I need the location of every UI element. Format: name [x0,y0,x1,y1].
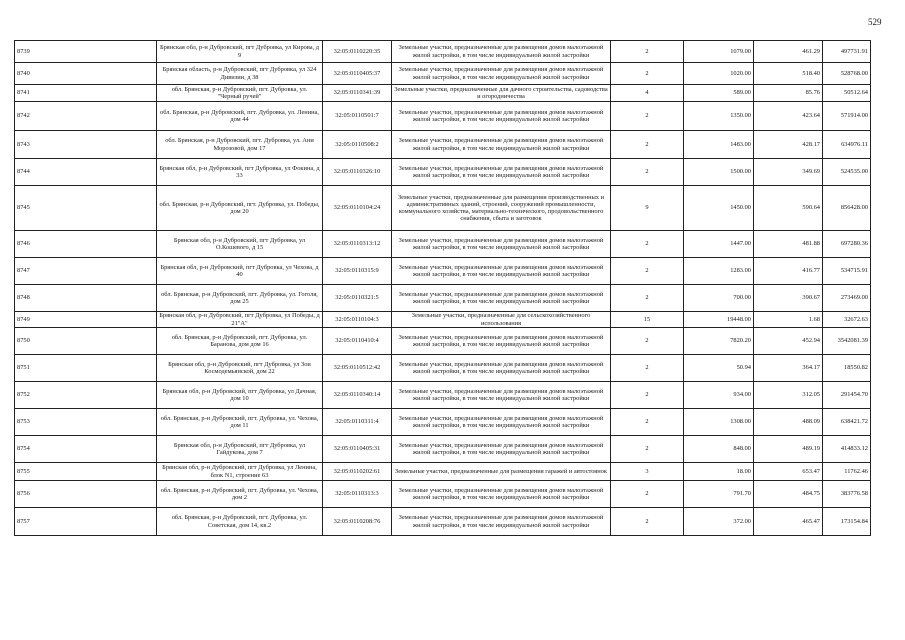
table-row [15,285,871,312]
row-number-cell: 8753 [15,409,157,436]
unit-value-cell: 484.75 [754,481,823,508]
cadastral-value-cell: 11762.46 [823,463,871,481]
table-row [15,481,871,508]
table-row [15,131,871,159]
row-number-cell: 8743 [15,131,157,159]
cadastral-number-cell: 32:05:0110311:4 [323,409,392,436]
unit-value-cell: 1.68 [754,312,823,328]
cadastral-value-cell: 638421.72 [823,409,871,436]
address-cell: Брянская обл, р-н Дубровский, пгт Дубровка, ул Победы, д 21"А" [157,312,323,328]
land-use-cell: Земельные участки, предназначенные для размещения домов малоэтажной жилой застройки, в том числе индивидуальной жилой застройки [392,231,611,258]
row-number-cell: 8756 [15,481,157,508]
unit-value-cell: 518.40 [754,63,823,85]
unit-value-cell: 390.67 [754,285,823,312]
cadastral-number-cell: 32:05:0110340:14 [323,382,392,409]
category-code-cell: 2 [611,102,684,131]
table-row [15,85,871,102]
cadastral-number-cell: 32:05:0110313:12 [323,231,392,258]
area-cell: 1020.00 [684,63,754,85]
cadastral-number-cell: 32:05:0110313:3 [323,481,392,508]
land-use-cell: Земельные участки, предназначенные для сельскохозяйственного использования [392,312,611,328]
unit-value-cell: 428.17 [754,131,823,159]
cadastral-value-cell: 32672.63 [823,312,871,328]
row-number-cell: 8750 [15,328,157,355]
land-use-cell: Земельные участки, предназначенные для размещения домов малоэтажной жилой застройки, в том числе индивидуальной жилой застройки [392,131,611,159]
category-code-cell: 2 [611,481,684,508]
land-registry-table [14,40,871,536]
cadastral-number-cell: 32:05:0110341:39 [323,85,392,102]
address-cell: Брянская обл, р-н Дубровский, пгт Дубровка, ул Ленина, блок N1, строение 63 [157,463,323,481]
land-use-cell: Земельные участки, предназначенные для размещения гаражей и автостоянок [392,463,611,481]
table-row [15,436,871,463]
unit-value-cell: 653.47 [754,463,823,481]
row-number-cell: 8752 [15,382,157,409]
cadastral-value-cell: 273469.00 [823,285,871,312]
category-code-cell: 2 [611,231,684,258]
cadastral-number-cell: 32:05:0110512:42 [323,355,392,382]
category-code-cell: 4 [611,85,684,102]
land-use-cell: Земельные участки, предназначенные для размещения домов малоэтажной жилой застройки, в том числе индивидуальной жилой застройки [392,328,611,355]
cadastral-number-cell: 32:05:0110405:31 [323,436,392,463]
address-cell: обл. Брянская, р-н Дубровский, пгт. Дубровка, ул. Ленина, дом 44 [157,102,323,131]
area-cell: 18.00 [684,463,754,481]
land-use-cell: Земельные участки, предназначенные для размещения домов малоэтажной жилой застройки, в том числе индивидуальной жилой застройки [392,258,611,285]
table-row [15,102,871,131]
area-cell: 1483.00 [684,131,754,159]
address-cell: Брянская обл, р-н Дубровский, пгт Дубровка, ул Зои Космодемьянской, дом 22 [157,355,323,382]
row-number-cell: 8747 [15,258,157,285]
unit-value-cell: 461.29 [754,41,823,63]
area-cell: 589.00 [684,85,754,102]
row-number-cell: 8749 [15,312,157,328]
category-code-cell: 2 [611,159,684,186]
unit-value-cell: 312.05 [754,382,823,409]
row-number-cell: 8740 [15,63,157,85]
cadastral-number-cell: 32:05:0110104:24 [323,186,392,231]
cadastral-number-cell: 32:05:0110501:7 [323,102,392,131]
area-cell: 372.00 [684,508,754,536]
cadastral-value-cell: 534715.91 [823,258,871,285]
address-cell: Брянская область, р-н Дубровский, пгт Дубровка, ул 324 Дивизии, д 38 [157,63,323,85]
unit-value-cell: 423.64 [754,102,823,131]
row-number-cell: 8748 [15,285,157,312]
category-code-cell: 2 [611,409,684,436]
address-cell: обл. Брянская, р-н Дубровский, пгт. Дубровка, ул. Баранова, дом дом 16 [157,328,323,355]
cadastral-number-cell: 32:05:0110508:2 [323,131,392,159]
area-cell: 1350.00 [684,102,754,131]
address-cell: обл. Брянская, р-н Дубровский, пгт. Дубровка, ул. Ани Морозовой, дом 17 [157,131,323,159]
address-cell: обл. Брянская, р-н Дубровский, пгт. Дубровка, ул. Победы, дом 20 [157,186,323,231]
land-use-cell: Земельные участки, предназначенные для размещения домов малоэтажной жилой застройки, в том числе индивидуальной жилой застройки [392,409,611,436]
address-cell: Брянская обл, р-н Дубровский, пгт Дубровка, ул Гайдукова, дом 7 [157,436,323,463]
table-row [15,355,871,382]
cadastral-number-cell: 32:05:0110315:9 [323,258,392,285]
unit-value-cell: 489.19 [754,436,823,463]
area-cell: 934.00 [684,382,754,409]
row-number-cell: 8742 [15,102,157,131]
unit-value-cell: 364.17 [754,355,823,382]
area-cell: 7820.20 [684,328,754,355]
cadastral-value-cell: 524535.00 [823,159,871,186]
table-body [15,41,871,536]
category-code-cell: 2 [611,63,684,85]
address-cell: Брянская обл, р-н Дубровский, пгт Дубровка, ул Дачная, дом 10 [157,382,323,409]
land-use-cell: Земельные участки, предназначенные для дачного строительства, садоводства и огородничества [392,85,611,102]
cadastral-value-cell: 291454.70 [823,382,871,409]
unit-value-cell: 481.88 [754,231,823,258]
category-code-cell: 2 [611,285,684,312]
table-row [15,328,871,355]
cadastral-number-cell: 32:05:0110202:61 [323,463,392,481]
unit-value-cell: 465.47 [754,508,823,536]
land-use-cell: Земельные участки, предназначенные для размещения домов малоэтажной жилой застройки, в том числе индивидуальной жилой застройки [392,102,611,131]
cadastral-value-cell: 18550.82 [823,355,871,382]
table-row [15,312,871,328]
address-cell: Брянская обл, р-н Дубровский, пгт Дубровка, ул Чехова, д 40 [157,258,323,285]
land-use-cell: Земельные участки, предназначенные для размещения домов малоэтажной жилой застройки, в том числе индивидуальной жилой застройки [392,382,611,409]
category-code-cell: 2 [611,436,684,463]
area-cell: 1079.00 [684,41,754,63]
cadastral-number-cell: 32:05:0110220:35 [323,41,392,63]
cadastral-value-cell: 383776.58 [823,481,871,508]
table-row [15,41,871,63]
row-number-cell: 8757 [15,508,157,536]
category-code-cell: 2 [611,355,684,382]
category-code-cell: 2 [611,41,684,63]
land-use-cell: Земельные участки, предназначенные для размещения домов малоэтажной жилой застройки, в том числе индивидуальной жилой застройки [392,436,611,463]
row-number-cell: 8744 [15,159,157,186]
area-cell: 791.70 [684,481,754,508]
land-use-cell: Земельные участки, предназначенные для размещения домов малоэтажной жилой застройки, в том числе индивидуальной жилой застройки [392,285,611,312]
area-cell: 700.00 [684,285,754,312]
row-number-cell: 8751 [15,355,157,382]
unit-value-cell: 452.94 [754,328,823,355]
area-cell: 848.00 [684,436,754,463]
land-use-cell: Земельные участки, предназначенные для размещения домов малоэтажной жилой застройки, в том числе индивидуальной жилой застройки [392,41,611,63]
area-cell: 1500.00 [684,159,754,186]
unit-value-cell: 488.09 [754,409,823,436]
row-number-cell: 8745 [15,186,157,231]
table-row [15,186,871,231]
area-cell: 1447.00 [684,231,754,258]
table-row [15,63,871,85]
page-number: 529 [868,17,882,27]
address-cell: обл. Брянская, р-н Дубровский, пгт. Дубровка, ул. "Черный ручей" [157,85,323,102]
row-number-cell: 8746 [15,231,157,258]
category-code-cell: 2 [611,508,684,536]
cadastral-value-cell: 3542081.39 [823,328,871,355]
cadastral-number-cell: 32:05:0110104:3 [323,312,392,328]
address-cell: обл. Брянская, р-н Дубровский, пгт. Дубровка, ул. Чехова, дом 2 [157,481,323,508]
row-number-cell: 8754 [15,436,157,463]
unit-value-cell: 416.77 [754,258,823,285]
area-cell: 1283.00 [684,258,754,285]
category-code-cell: 3 [611,463,684,481]
cadastral-value-cell: 528768.00 [823,63,871,85]
unit-value-cell: 349.69 [754,159,823,186]
area-cell: 1308.00 [684,409,754,436]
category-code-cell: 2 [611,258,684,285]
table-row [15,258,871,285]
address-cell: обл. Брянская, р-н Дубровский, пгт. Дубровка, ул. Советская, дом 14, кв.2 [157,508,323,536]
land-use-cell: Земельные участки, предназначенные для размещения домов малоэтажной жилой застройки, в том числе индивидуальной жилой застройки [392,159,611,186]
table-row [15,409,871,436]
table-row [15,382,871,409]
cadastral-number-cell: 32:05:0110405:37 [323,63,392,85]
area-cell: 19448.00 [684,312,754,328]
category-code-cell: 2 [611,131,684,159]
category-code-cell: 9 [611,186,684,231]
land-use-cell: Земельные участки, предназначенные для размещения домов малоэтажной жилой застройки, в том числе индивидуальной жилой застройки [392,63,611,85]
cadastral-value-cell: 697280.36 [823,231,871,258]
address-cell: Брянская обл, р-н Дубровский, пгт Дубровка, ул Кирова, д 9 [157,41,323,63]
area-cell: 50.94 [684,355,754,382]
land-use-cell: Земельные участки, предназначенные для размещения производственных и административных зданий, строений, сооружений промышленности, коммунального хозяйства, материально-технического, продовольственного снабжения, сбыта и заготовок [392,186,611,231]
cadastral-value-cell: 50512.64 [823,85,871,102]
category-code-cell: 2 [611,382,684,409]
land-use-cell: Земельные участки, предназначенные для размещения домов малоэтажной жилой застройки, в том числе индивидуальной жилой застройки [392,481,611,508]
table-row [15,231,871,258]
table-row [15,463,871,481]
row-number-cell: 8741 [15,85,157,102]
address-cell: Брянская обл, р-н Дубровский, пгт Дубровка, ул О.Кошевого, д 15 [157,231,323,258]
land-use-cell: Земельные участки, предназначенные для размещения домов малоэтажной жилой застройки, в том числе индивидуальной жилой застройки [392,355,611,382]
unit-value-cell: 85.76 [754,85,823,102]
cadastral-number-cell: 32:05:0110326:10 [323,159,392,186]
address-cell: обл. Брянская, р-н Дубровский, пгт. Дубровка, ул. Чехова, дом 11 [157,409,323,436]
table-row [15,159,871,186]
cadastral-value-cell: 856428.00 [823,186,871,231]
address-cell: обл. Брянская, р-н Дубровский, пгт. Дубровка, ул. Гоголя, дом 25 [157,285,323,312]
cadastral-value-cell: 414833.12 [823,436,871,463]
cadastral-number-cell: 32:05:0110208:76 [323,508,392,536]
row-number-cell: 8739 [15,41,157,63]
table-row [15,508,871,536]
land-use-cell: Земельные участки, предназначенные для размещения домов малоэтажной жилой застройки, в том числе индивидуальной жилой застройки [392,508,611,536]
area-cell: 1450.00 [684,186,754,231]
cadastral-number-cell: 32:05:0110410:4 [323,328,392,355]
cadastral-value-cell: 173154.84 [823,508,871,536]
cadastral-value-cell: 497731.91 [823,41,871,63]
cadastral-value-cell: 571914.00 [823,102,871,131]
unit-value-cell: 590.64 [754,186,823,231]
address-cell: Брянская обл, р-н Дубровский, пгт Дубровка, ул Фокина, д 33 [157,159,323,186]
category-code-cell: 2 [611,328,684,355]
row-number-cell: 8755 [15,463,157,481]
category-code-cell: 15 [611,312,684,328]
cadastral-value-cell: 634976.11 [823,131,871,159]
cadastral-number-cell: 32:05:0110321:5 [323,285,392,312]
